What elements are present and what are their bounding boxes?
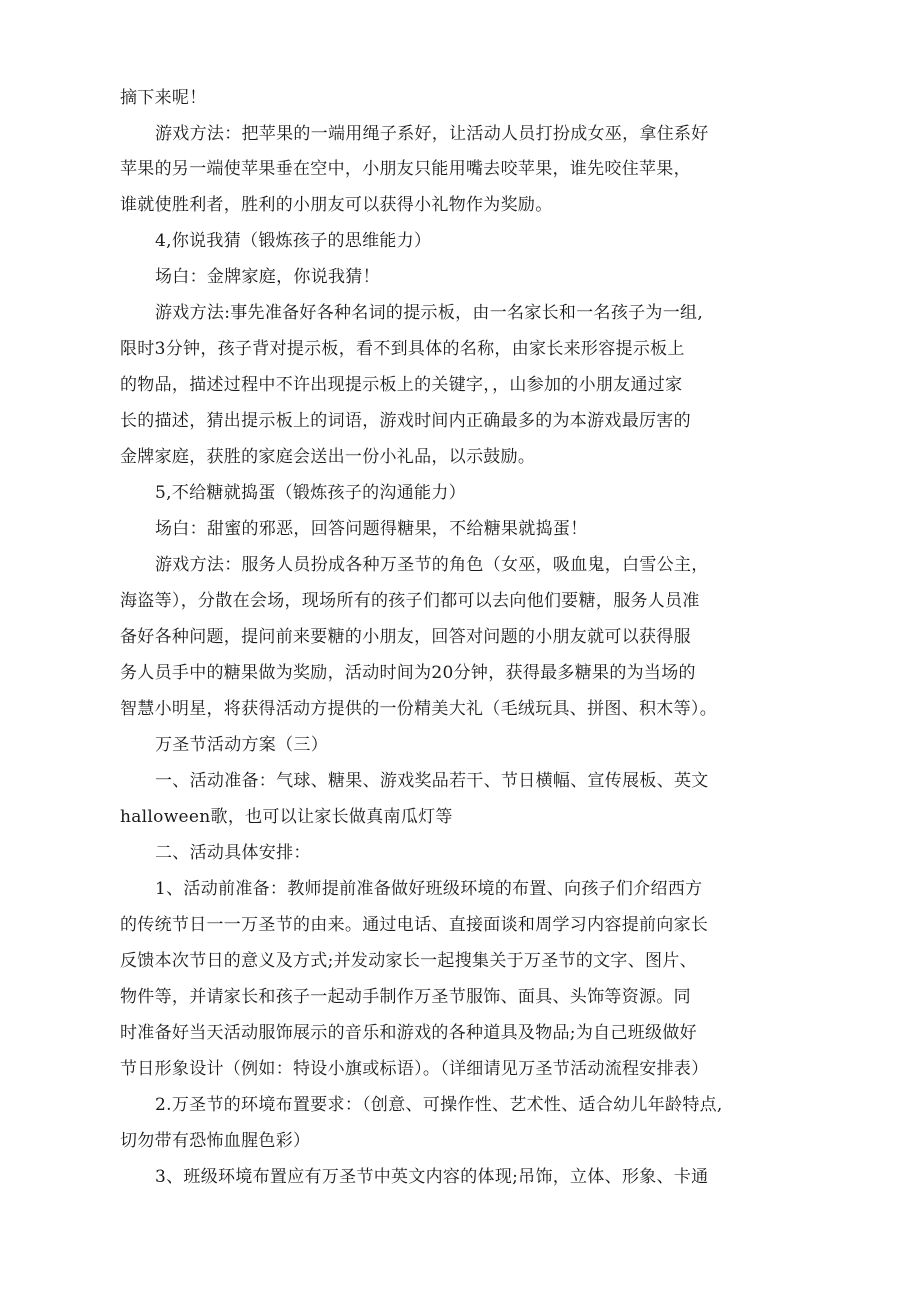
text-line: 的传统节日一一万圣节的由来。通过电话、直接面谈和周学习内容提前向家长 xyxy=(120,915,709,935)
text-line: 摘下来呢！ xyxy=(120,88,207,108)
text-line: 游戏方法：服务人员扮成各种万圣节的角色（女巫，吸血鬼，白雪公主， xyxy=(155,555,709,575)
text-line: 3、班级环境布置应有万圣节中英文内容的体现;吊饰，立体、形象、卡通 xyxy=(155,1167,709,1187)
text-line: 场白：甜蜜的邪恶，回答问题得糖果，不给糖果就捣蛋！ xyxy=(155,519,588,539)
text-line: halloween歌，也可以让家长做真南瓜灯等 xyxy=(120,807,453,827)
text-line: 时准备好当天活动服饰展示的音乐和游戏的各种道具及物品;为自己班级做好 xyxy=(120,1023,697,1043)
text-line: 限时3分钟，孩子背对提示板，看不到具体的名称，由家长来形容提示板上 xyxy=(120,339,685,359)
section-heading: 4,你说我猜（锻炼孩子的思维能力） xyxy=(155,231,432,251)
text-line: 游戏方法:事先准备好各种名词的提示板，由一名家长和一名孩子为一组, xyxy=(155,303,704,323)
text-line: 1、活动前准备：教师提前准备做好班级环境的布置、向孩子们介绍西方 xyxy=(155,879,703,899)
text-line: 2.万圣节的环境布置要求：（创意、可操作性、艺术性、适合幼儿年龄特点, xyxy=(155,1095,723,1115)
section-heading: 万圣节活动方案（三） xyxy=(155,735,328,755)
text-line: 备好各种问题，提问前来要糖的小朋友，回答对问题的小朋友就可以获得服 xyxy=(120,627,691,647)
text-line: 谁就使胜利者，胜利的小朋友可以获得小礼物作为奖励。 xyxy=(120,195,553,215)
text-line: 务人员手中的糖果做为奖励，活动时间为20分钟，获得最多糖果的为当场的 xyxy=(120,663,696,683)
section-heading: 二、活动具体安排： xyxy=(155,843,311,863)
text-line: 长的描述，猜出提示板上的词语，游戏时间内正确最多的为本游戏最厉害的 xyxy=(120,411,691,431)
text-line: 的物品，描述过程中不许出现提示板上的关键字，，山参加的小朋友通过家 xyxy=(120,375,683,395)
text-line: 场白：金牌家庭，你说我猜！ xyxy=(155,267,380,287)
text-line: 游戏方法：把苹果的一端用绳子系好，让活动人员打扮成女巫，拿住系好 xyxy=(155,124,709,144)
text-line: 苹果的另一端使苹果垂在空中，小朋友只能用嘴去咬苹果，谁先咬住苹果， xyxy=(120,159,691,179)
text-line: 金牌家庭，获胜的家庭会送出一份小礼品，以示鼓励。 xyxy=(120,447,536,467)
text-line: 海盗等），分散在会场，现场所有的孩子们都可以去向他们要糖，服务人员准 xyxy=(120,591,700,611)
text-line: 反馈本次节日的意义及方式;并发动家长一起搜集关于万圣节的文字、图片、 xyxy=(120,951,697,971)
text-line: 切勿带有恐怖血腥色彩） xyxy=(120,1131,311,1151)
section-heading: 5,不给糖就捣蛋（锻炼孩子的沟通能力） xyxy=(155,483,466,503)
text-line: 物件等，并请家长和孩子一起动手制作万圣节服饰、面具、头饰等资源。同 xyxy=(120,987,691,1007)
text-line: 智慧小明星，将获得活动方提供的一份精美大礼（毛绒玩具、拼图、积木等）。 xyxy=(120,699,717,719)
text-line: 节日形象设计（例如：特设小旗或标语）。（详细请见万圣节活动流程安排表） xyxy=(120,1059,709,1079)
text-line: 一、活动准备：气球、糖果、游戏奖品若干、节日横幅、宣传展板、英文 xyxy=(155,771,709,791)
